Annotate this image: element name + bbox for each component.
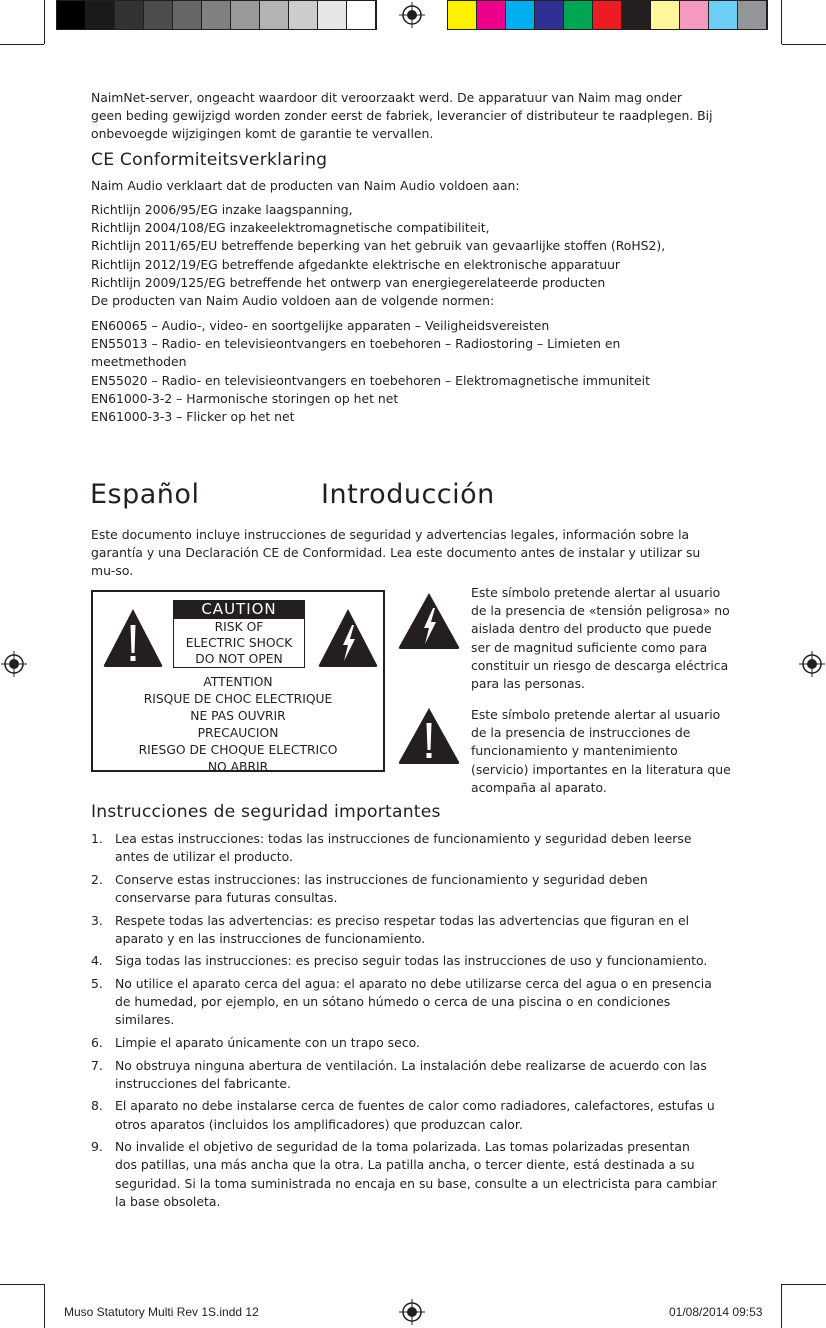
list-item	[91, 830, 741, 866]
lightning-symbol-icon	[397, 591, 461, 651]
crop-mark-bottom-right-h	[782, 1284, 826, 1285]
text-line: No utilice el aparato cerca del agua: el aparato no debe utilizarse cerca del agua o en presencia	[115, 975, 712, 991]
language-heading: Español	[90, 479, 200, 510]
crop-mark-top-right-h	[782, 44, 826, 45]
color-swatch	[622, 1, 651, 29]
list-number: 2.	[91, 871, 103, 887]
text-line: antes de utilizar el producto.	[115, 849, 293, 865]
text-line: acompaña al aparato.	[471, 779, 607, 795]
text-line: ser de magnitud suficiente como para	[471, 639, 708, 655]
color-swatch	[86, 1, 115, 29]
text-line: similares.	[115, 1012, 175, 1028]
text-line: funcionamiento y mantenimiento	[471, 743, 678, 759]
text-line: seguridad. Si la toma suministrada no encaja en su base, consulte a un electricista para cambiar	[115, 1175, 717, 1191]
text-line: RISQUE DE CHOC ELECTRIQUE	[143, 692, 333, 706]
text-line: PRECAUCION	[197, 726, 279, 740]
text-line: Lea estas instrucciones: todas las instrucciones de funcionamiento y seguridad deben leerse	[115, 831, 692, 846]
text-line: garantía y una Declaración CE de Conformidad. Lea este documento antes de instalar y utilizar su	[91, 545, 701, 561]
crop-mark-bottom-right-v	[781, 1284, 782, 1328]
lightning-warning-icon	[317, 607, 379, 669]
text-line: No obstruya ninguna abertura de ventilación. La instalación debe realizarse de acuerdo con las	[115, 1057, 707, 1073]
list-number: 8.	[91, 1098, 103, 1114]
text-line: RIESGO DE CHOQUE ELECTRICO	[138, 743, 338, 757]
text-line: de la presencia de «tensión peligrosa» no	[471, 603, 730, 619]
text-line: NO ABRIR	[207, 760, 269, 774]
directive-list	[91, 201, 731, 292]
list-number: 4.	[91, 953, 103, 969]
crop-mark-top-right-v	[781, 0, 782, 44]
norm-item: meetmethoden	[91, 354, 187, 370]
text-line: De producten van Naim Audio voldoen aan de volgende normen:	[91, 293, 495, 308]
safety-heading: Instrucciones de seguridad importantes	[91, 802, 441, 822]
footer-date: 01/08/2014 09:53	[669, 1305, 763, 1319]
registration-mark-right-icon	[799, 651, 825, 677]
color-swatch	[506, 1, 535, 29]
color-swatch	[477, 1, 506, 29]
caution-multilingual-text	[93, 674, 383, 776]
color-swatch	[260, 1, 289, 29]
directive-item: Richtlijn 2012/19/EG betreffende afgedankte elektrische en elektronische apparatuur	[91, 256, 621, 272]
directive-item: Richtlijn 2004/108/EG inzakeelektromagnetische compatibiliteit,	[91, 220, 490, 236]
registration-mark-bottom-icon	[399, 1299, 425, 1325]
list-item	[91, 1034, 741, 1052]
footer-file-name: Muso Statutory Multi Rev 1S.indd 12	[64, 1305, 259, 1319]
text-line: aislada dentro del producto que puede	[471, 621, 712, 637]
text-line: constituir un riesgo de descarga eléctrica	[471, 657, 729, 673]
registration-mark-left-icon	[1, 651, 27, 677]
voltage-symbol-description	[471, 584, 733, 693]
exclamation-symbol-description	[471, 706, 733, 797]
text-line: ATTENTION	[203, 675, 273, 689]
text-line: (servicio) importantes en la literatura que	[471, 761, 731, 777]
text-line: Este símbolo pretende alertar al usuario	[471, 707, 721, 722]
list-number: 7.	[91, 1057, 103, 1073]
text-line: de la presencia de instrucciones de	[471, 725, 691, 741]
color-swatch	[680, 1, 709, 29]
text-line: mu-so.	[91, 563, 134, 579]
norms-intro	[91, 292, 731, 310]
color-swatch	[651, 1, 680, 29]
registration-mark-top-icon	[399, 2, 425, 28]
text-line: No invalide el objetivo de seguridad de la toma polarizada. Las tomas polarizadas presentan	[115, 1139, 690, 1155]
text-line: NE PAS OUVRIR	[190, 709, 286, 723]
ce-intro	[91, 177, 731, 195]
text-line: onbevoegde wijzigingen komt de garantie te vervallen.	[91, 126, 434, 142]
dutch-intro-paragraph	[91, 89, 731, 144]
list-item	[91, 1057, 741, 1093]
color-swatch	[202, 1, 231, 29]
exclamation-symbol-icon	[397, 706, 461, 766]
text-line: Naim Audio verklaart dat de producten van Naim Audio voldoen aan:	[91, 178, 520, 193]
crop-mark-bottom-left-h	[0, 1284, 44, 1285]
list-number: 3.	[91, 912, 103, 928]
list-item	[91, 912, 741, 948]
list-number: 1.	[91, 831, 103, 846]
page-title: Introducción	[321, 479, 495, 510]
list-item	[91, 1097, 741, 1133]
color-swatch	[738, 1, 767, 29]
text-line: otros aparatos (incluidos los amplificadores) que produzcan calor.	[115, 1116, 523, 1132]
text-line: de humedad, por ejemplo, en un sótano húmedo o cerca de una piscina o en condiciones	[115, 994, 671, 1010]
caution-banner: CAUTION	[173, 600, 305, 619]
caution-risk-text	[173, 619, 305, 668]
list-number: 5.	[91, 975, 103, 991]
ce-heading: CE Conformiteitsverklaring	[91, 150, 328, 170]
text-line: dos patillas, una más ancha que la otra. La patilla ancha, o tercer diente, está destinada a su	[115, 1157, 695, 1173]
color-swatch	[57, 1, 86, 29]
directive-item: Richtlijn 2006/95/EG inzake laagspanning,	[91, 202, 353, 217]
text-line: Conserve estas instrucciones: las instrucciones de funcionamiento y seguridad deben	[115, 871, 648, 887]
list-number: 9.	[91, 1139, 103, 1155]
color-swatch	[709, 1, 738, 29]
norm-item: EN61000-3-3 – Flicker op het net	[91, 409, 295, 425]
exclamation-warning-icon	[102, 607, 164, 669]
spanish-intro-paragraph	[91, 526, 731, 581]
color-swatch	[564, 1, 593, 29]
text-line: aparato y en las instrucciones de funcionamiento.	[115, 930, 426, 946]
text-line: El aparato no debe instalarse cerca de fuentes de calor como radiadores, calefactores, estufas u	[115, 1098, 715, 1114]
list-item	[91, 1138, 741, 1211]
caution-label-box	[91, 590, 385, 772]
color-swatch	[535, 1, 564, 29]
text-line: ELECTRIC SHOCK	[185, 636, 293, 650]
list-item	[91, 871, 741, 907]
norm-item: EN60065 – Audio-, video- en soortgelijke apparaten – Veiligheidsvereisten	[91, 318, 550, 333]
color-swatch	[289, 1, 318, 29]
gray-color-bar	[56, 0, 377, 30]
text-line: NaimNet-server, ongeacht waardoor dit veroorzaakt werd. De apparatuur van Naim mag onder	[91, 90, 682, 105]
text-line: la base obsoleta.	[115, 1193, 221, 1209]
norms-list	[91, 317, 731, 426]
color-swatch	[593, 1, 622, 29]
text-line: Este símbolo pretende alertar al usuario	[471, 585, 721, 600]
text-line: instrucciones del fabricante.	[115, 1075, 291, 1091]
text-line: Este documento incluye instrucciones de seguridad y advertencias legales, información sobre la	[91, 527, 690, 542]
safety-instructions-list	[91, 830, 741, 1215]
text-line: conservarse para futuras consultas.	[115, 890, 338, 905]
color-swatch	[173, 1, 202, 29]
crop-mark-top-left-h	[0, 44, 44, 45]
text-line: RISK OF	[214, 620, 264, 634]
norm-item: EN55013 – Radio- en televisieontvangers en toebehoren – Radiostoring – Limieten en	[91, 336, 621, 352]
color-swatch	[115, 1, 144, 29]
text-line: geen beding gewijzigd worden zonder eerst de fabriek, leverancier of distributeur te raadplegen. Bij	[91, 108, 713, 124]
list-number: 6.	[91, 1034, 103, 1050]
norm-item: EN55020 – Radio- en televisieontvangers en toebehoren – Elektromagnetische immuniteit	[91, 372, 650, 388]
color-swatch	[347, 1, 376, 29]
norm-item: EN61000-3-2 – Harmonische storingen op het net	[91, 390, 399, 406]
color-swatch	[318, 1, 347, 29]
text-line: Limpie el aparato únicamente con un trapo seco.	[115, 1034, 420, 1050]
text-line: DO NOT OPEN	[195, 652, 283, 666]
text-line: Siga todas las instrucciones: es preciso seguir todas las instrucciones de uso y funcionamiento.	[115, 953, 708, 969]
text-line: para las personas.	[471, 676, 585, 692]
list-item	[91, 952, 741, 970]
list-item	[91, 975, 741, 1030]
directive-item: Richtlijn 2011/65/EU betreffende beperking van het gebruik van gevaarlijke stoffen (RoHS2),	[91, 238, 666, 254]
crop-mark-top-left-v	[44, 0, 45, 44]
color-swatch	[144, 1, 173, 29]
directive-item: Richtlijn 2009/125/EG betreffende het ontwerp van energiegerelateerde producten	[91, 274, 606, 290]
color-swatch	[448, 1, 477, 29]
crop-mark-bottom-left-v	[44, 1284, 45, 1328]
cmyk-color-bar	[447, 0, 768, 30]
text-line: Respete todas las advertencias: es preciso respetar todas las advertencias que figuran en el	[115, 912, 690, 928]
color-swatch	[231, 1, 260, 29]
